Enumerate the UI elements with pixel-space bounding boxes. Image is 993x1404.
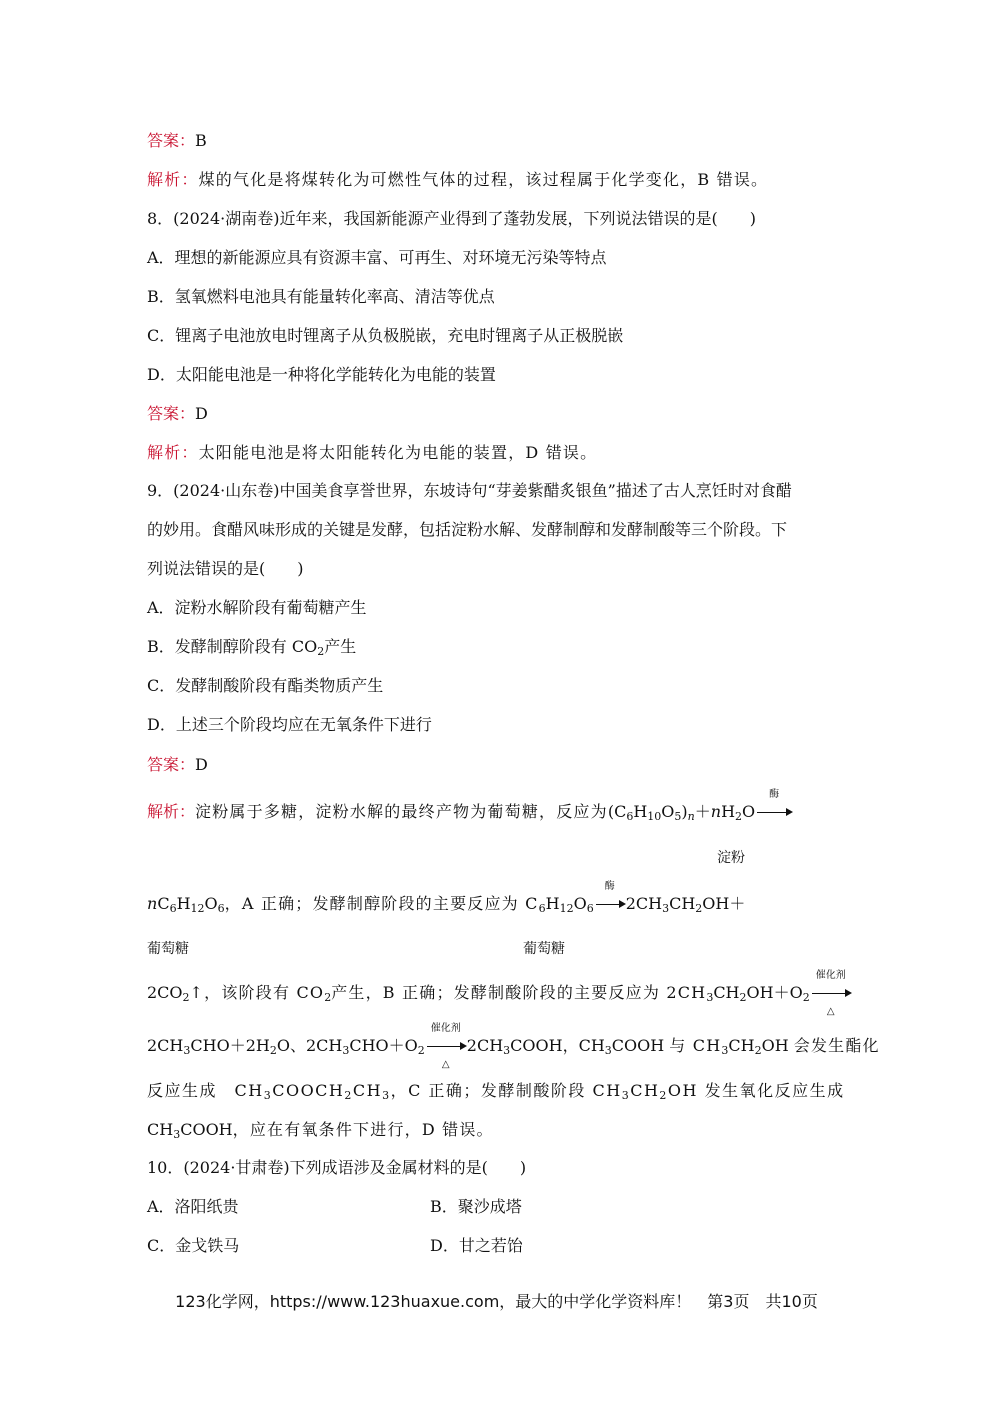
explanation-q9-line-2: $nC_6H_{12}O_6$，A 正确；发酵制醇阶段的主要反应为 $C_6H_{12}O_6$ 酶 $2CH_3CH_2OH+$ bbox=[147, 881, 746, 915]
catalyst-label: 催化剂 bbox=[430, 1023, 461, 1034]
question-8-option-a: A．理想的新能源应具有资源丰富、可再生、对环境无污染等特点 bbox=[147, 248, 607, 267]
explanation-q8 bbox=[147, 442, 597, 464]
glucose-label-1: 葡萄糖 bbox=[147, 941, 189, 957]
question-8-stem: 8．(2024·湖南卷)近年来，我国新能源产业得到了蓬勃发展，下列说法错误的是( ) bbox=[147, 209, 756, 228]
question-9-stem-line-3: 列说法错误的是( ) bbox=[147, 559, 304, 578]
explanation-q9-line-4: $2CH_3CHO+2H_2O$、$2CH_3CHO+O_2$ 催化剂 △ $2CH_3COOH$，$CH_3COOH$ 与 $CH_3CH_2OH$ 会发生酯化 bbox=[147, 1023, 880, 1070]
explanation-q9-line-1: 解析：淀粉属于多糖，淀粉水解的最终产物为葡萄糖，反应为$(C_6H_{10}O_5)_n+nH_2O$ 酶 bbox=[147, 801, 793, 823]
answer-value: B bbox=[195, 131, 207, 150]
explanation-text: 发生氧化反应生成 bbox=[704, 1081, 845, 1100]
question-8-option-d: D．太阳能电池是一种将化学能转化为电能的装置 bbox=[147, 365, 496, 384]
explanation-text: 产生，B 正确；发酵制酸阶段的主要反应为 2CH bbox=[331, 983, 707, 1002]
explanation-text: 煤的气化是将煤转化为可燃性气体的过程，该过程属于化学变化，B 错误。 bbox=[198, 170, 769, 189]
question-9-option-c: C．发酵制酸阶段有酯类物质产生 bbox=[147, 676, 384, 695]
question-9-stem-line-2: 的妙用。食醋风味形成的关键是发酵，包括淀粉水解、发酵制醇和发酵制酸等三个阶段。下 bbox=[147, 520, 788, 539]
reaction-arrow bbox=[596, 881, 624, 915]
explanation-text: ，A 正确；发酵制醇阶段的主要反应为 C bbox=[224, 894, 539, 913]
explanation-text: 淀粉属于多糖，淀粉水解的最终产物为葡萄糖，反应为 bbox=[195, 802, 608, 821]
explanation-text: ，应在有氧条件下进行，D 错误。 bbox=[232, 1120, 494, 1139]
answer-label: 答案： bbox=[147, 404, 196, 423]
explanation-q9-line-6: $CH_3COOH$，应在有氧条件下进行，D 错误。 bbox=[147, 1120, 494, 1141]
option-b-text: B．发酵制醇阶段有 CO bbox=[147, 637, 318, 656]
explanation-text: ，C 正确；发酵制酸阶段 CH bbox=[390, 1081, 622, 1100]
explanation-text: 会发生酯化 bbox=[793, 1036, 880, 1055]
explanation-label: 解析： bbox=[147, 170, 199, 189]
page-footer: 123化学网，https://www.123huaxue.com，最大的中学化学资料库！ 第3页 共10页 bbox=[175, 1292, 818, 1311]
reaction-arrow bbox=[757, 789, 791, 823]
question-9-option-b: B．发酵制醇阶段有 $CO_2$产生 bbox=[147, 637, 357, 658]
heat-label: △ bbox=[441, 1059, 450, 1070]
explanation-text: 与 CH bbox=[669, 1036, 722, 1055]
catalyst-label: 催化剂 bbox=[815, 970, 846, 981]
reaction-arrow bbox=[812, 970, 850, 1017]
explanation-q9-line-5: 反应生成 $CH_3COOCH_2CH_3$，C 正确；发酵制酸阶段 $CH_3CH_2OH$ 发生氧化反应生成 bbox=[147, 1081, 845, 1102]
answer-value: D bbox=[195, 404, 208, 423]
explanation-q7 bbox=[147, 169, 768, 191]
glucose-label-2: 葡萄糖 bbox=[523, 941, 565, 957]
question-10-option-b: B．聚沙成塔 bbox=[430, 1197, 522, 1216]
explanation-text: 反应生成 CH bbox=[147, 1081, 264, 1100]
explanation-q9-line-3: $2CO_2↑$，该阶段有 $CO_2$产生，B 正确；发酵制酸阶段的主要反应为 $2CH_3CH_2OH+O_2$ 催化剂 △ bbox=[147, 982, 852, 1004]
question-8-option-c: C．锂离子电池放电时锂离子从负极脱嵌，充电时锂离子从正极脱嵌 bbox=[147, 326, 624, 345]
question-9-stem-line-1: 9．(2024·山东卷)中国美食享誉世界，东坡诗句“芽姜紫醋炙银鱼”描述了古人烹饪时对食醋 bbox=[147, 481, 792, 500]
explanation-text: ，CH bbox=[562, 1036, 605, 1055]
explanation-text: ↑，该阶段有 CO bbox=[189, 983, 325, 1002]
explanation-label: 解析： bbox=[147, 802, 196, 821]
question-10-stem: 10．(2024·甘肃卷)下列成语涉及金属材料的是( ) bbox=[147, 1158, 527, 1177]
reaction-arrow bbox=[427, 1023, 465, 1070]
explanation-label: 解析： bbox=[147, 443, 199, 462]
question-9-option-a: A．淀粉水解阶段有葡萄糖产生 bbox=[147, 598, 367, 617]
answer-q7 bbox=[147, 130, 207, 152]
answer-label: 答案： bbox=[147, 755, 196, 774]
question-10-option-d: D．甘之若饴 bbox=[430, 1236, 523, 1255]
question-10-option-a: A．洛阳纸贵 bbox=[147, 1197, 239, 1216]
answer-value: D bbox=[195, 755, 208, 774]
answer-label: 答案： bbox=[147, 131, 196, 150]
option-b-text-end: 产生 bbox=[324, 637, 357, 656]
heat-label: △ bbox=[826, 1006, 835, 1017]
answer-q8 bbox=[147, 403, 208, 425]
answer-q9 bbox=[147, 754, 208, 776]
question-8-option-b: B．氢氧燃料电池具有能量转化率高、清洁等优点 bbox=[147, 287, 495, 306]
explanation-text: 太阳能电池是将太阳能转化为电能的装置，D 错误。 bbox=[198, 443, 598, 462]
enzyme-label: 酶 bbox=[769, 789, 780, 800]
question-10-option-c: C．金戈铁马 bbox=[147, 1236, 240, 1255]
starch-label: 淀粉 bbox=[717, 850, 745, 866]
enzyme-label: 酶 bbox=[604, 881, 615, 892]
question-9-option-d: D．上述三个阶段均应在无氧条件下进行 bbox=[147, 715, 432, 734]
